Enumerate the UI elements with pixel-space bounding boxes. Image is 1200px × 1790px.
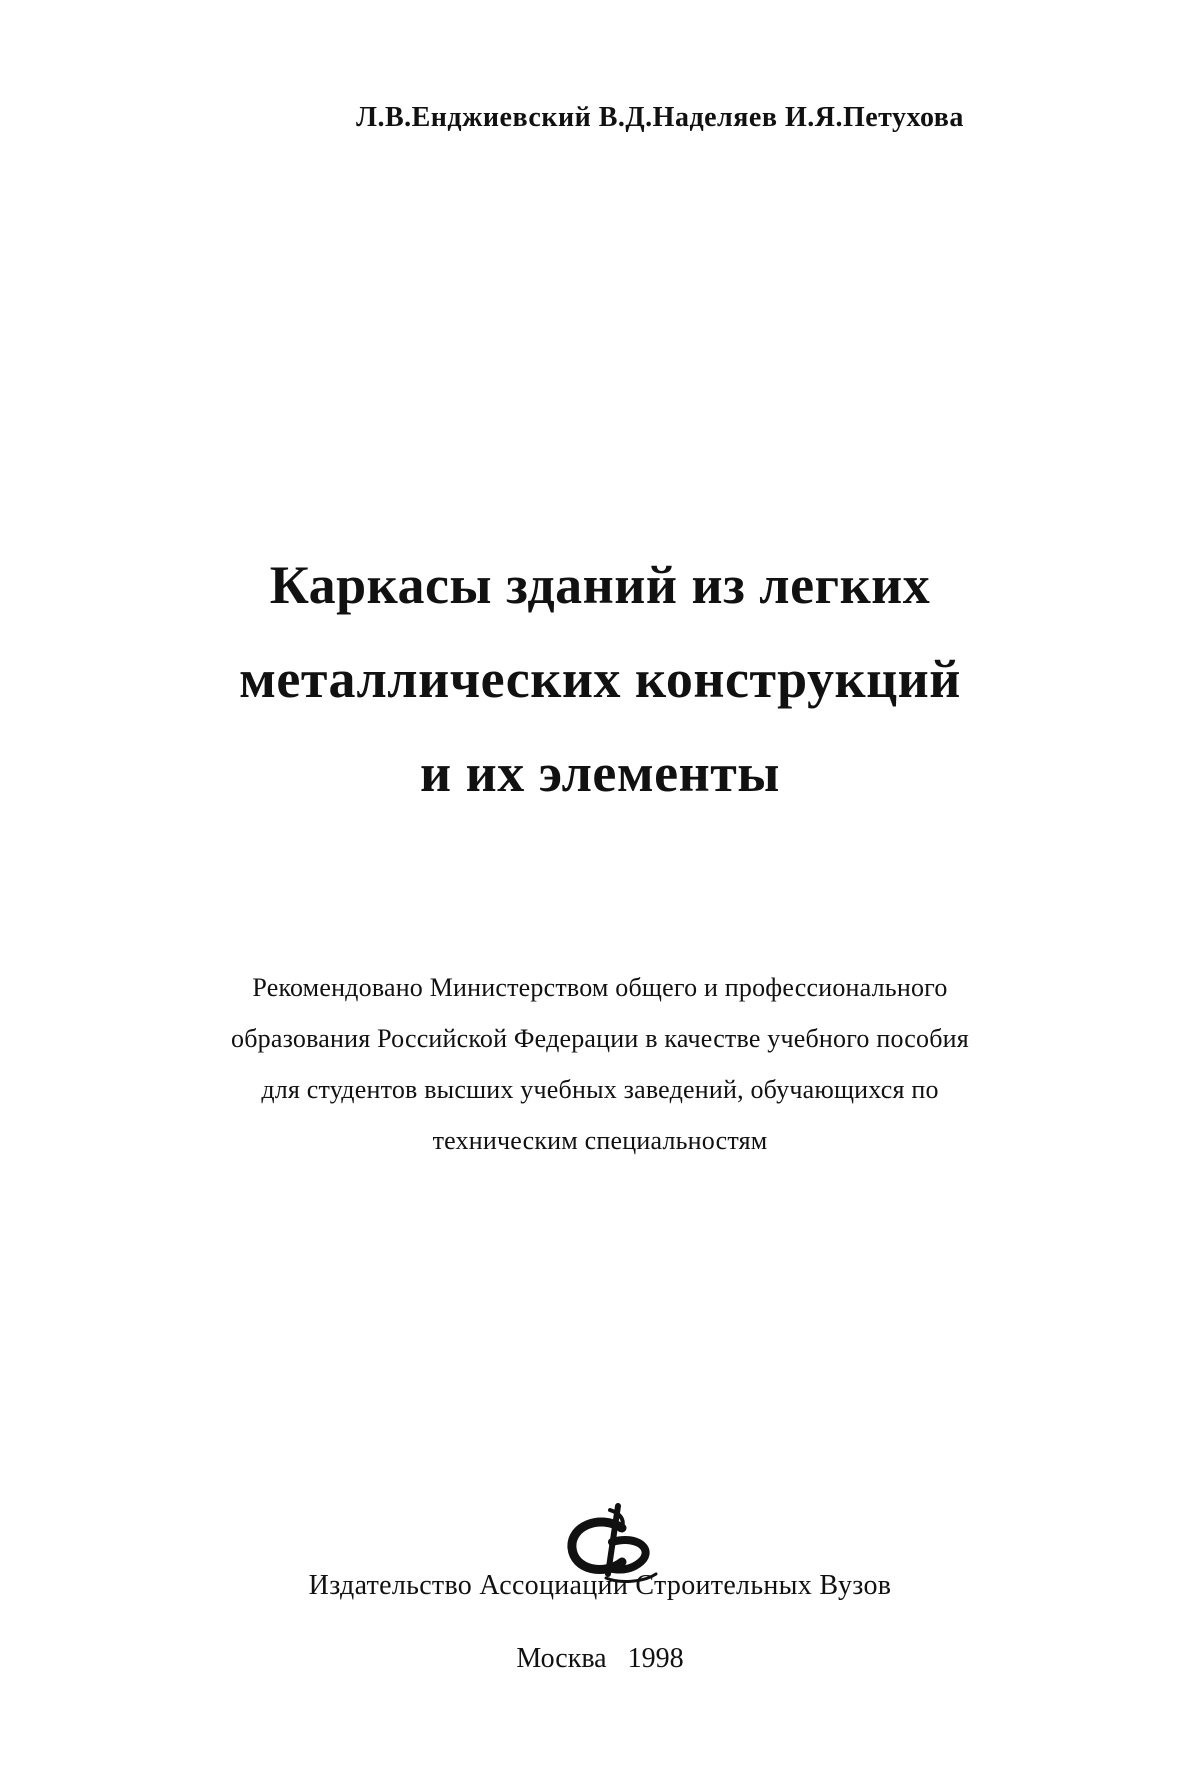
title-line-3: и их элементы [420,743,780,803]
publisher-name: Издательство Ассоциации Строительных Вузов [308,1570,892,1601]
recommendation-line-3: для студентов высших учебных заведений, обучающихся по [261,1075,939,1104]
recommendation-line-1: Рекомендовано Министерством общего и профессионального [252,973,948,1002]
book-title [0,538,1200,820]
authors-line: Л.В.Енджиевский В.Д.Наделяев И.Я.Петухова [356,102,964,133]
title-line-1: Каркасы зданий из легких [269,555,931,615]
recommendation-text [0,962,1200,1166]
imprint [0,1643,1200,1675]
recommendation-line-4: техническим специальностям [432,1126,768,1155]
imprint-city: Москва [516,1643,607,1674]
recommendation-line-2: образования Российской Федерации в качестве учебного пособия [231,1024,969,1053]
imprint-year: 1998 [627,1643,684,1674]
title-line-2: металлических конструкций [239,649,961,709]
